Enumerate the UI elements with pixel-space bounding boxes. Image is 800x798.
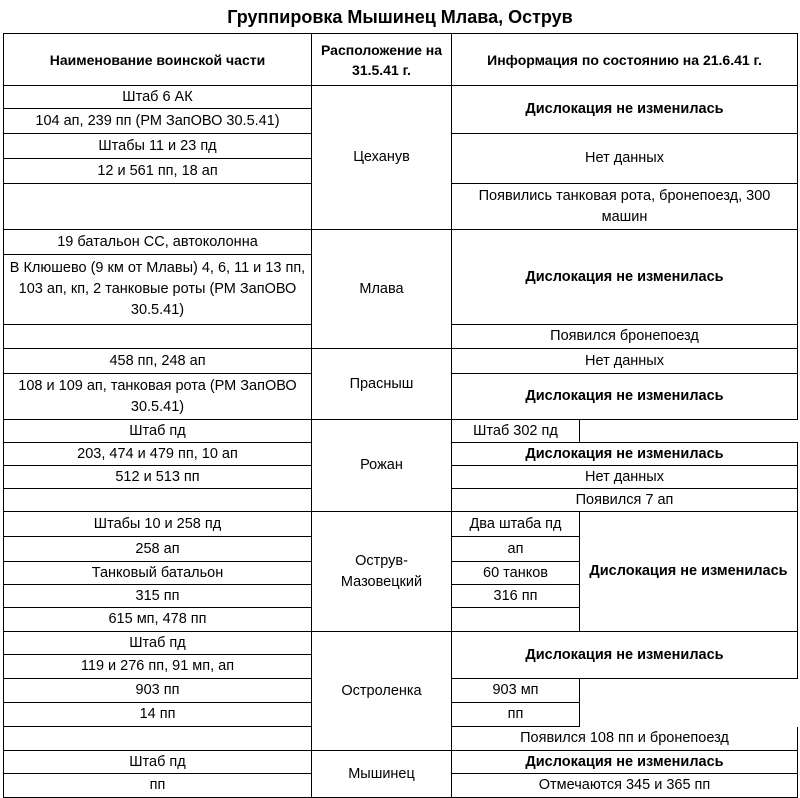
empty-cell <box>452 608 580 632</box>
info-cell: Отмечаются 345 и 365 пп <box>452 774 798 798</box>
info-cell: Дислокация не изменилась <box>580 512 798 632</box>
table-row <box>4 349 798 374</box>
location-cell: Острув-Мазовецкий <box>312 512 452 632</box>
info-cell: ап <box>452 537 580 562</box>
info-cell: пп <box>452 703 580 727</box>
location-cell: Прасныш <box>312 349 452 420</box>
info-cell: Дислокация не изменилась <box>452 230 798 325</box>
empty-cell <box>580 420 798 443</box>
unit-cell: Штабы 11 и 23 пд <box>4 134 312 159</box>
location-cell: Цеханув <box>312 86 452 230</box>
info-cell: Нет данных <box>452 134 798 184</box>
info-cell: Два штаба пд <box>452 512 580 537</box>
unit-cell: Штаб пд <box>4 751 312 774</box>
info-cell: Дислокация не изменилась <box>452 751 798 774</box>
table-row <box>4 230 798 255</box>
unit-cell: 14 пп <box>4 703 312 727</box>
empty-cell <box>580 679 798 727</box>
info-cell: Дислокация не изменилась <box>452 374 798 420</box>
unit-cell: 903 пп <box>4 679 312 703</box>
page-title: Группировка Мышинец Млава, Острув <box>227 7 573 27</box>
info-cell: Дислокация не изменилась <box>452 632 798 679</box>
header-info: Информация по состоянию на 21.6.41 г. <box>452 34 798 86</box>
location-cell: Млава <box>312 230 452 349</box>
unit-cell <box>4 489 312 512</box>
table-header-row <box>4 34 798 86</box>
units-table <box>3 33 798 798</box>
info-cell: Штаб 302 пд <box>452 420 580 443</box>
header-unit: Наименование воинской части <box>4 34 312 86</box>
info-cell: 60 танков <box>452 562 580 585</box>
info-cell: 316 пп <box>452 585 580 608</box>
info-cell: 903 мп <box>452 679 580 703</box>
unit-cell: Штабы 10 и 258 пд <box>4 512 312 537</box>
info-cell: Дислокация не изменилась <box>452 443 798 466</box>
unit-cell: 315 пп <box>4 585 312 608</box>
table-row <box>4 751 798 774</box>
unit-cell: 119 и 276 пп, 91 мп, ап <box>4 655 312 679</box>
unit-cell: 19 батальон СС, автоколонна <box>4 230 312 255</box>
info-cell: Нет данных <box>452 466 798 489</box>
location-cell: Мышинец <box>312 751 452 798</box>
table-row <box>4 632 798 655</box>
info-cell: Появился 7 ап <box>452 489 798 512</box>
unit-cell: 458 пп, 248 ап <box>4 349 312 374</box>
unit-cell: 512 и 513 пп <box>4 466 312 489</box>
unit-cell: 258 ап <box>4 537 312 562</box>
unit-cell: Штаб 6 АК <box>4 86 312 109</box>
unit-cell: 104 ап, 239 пп (РМ ЗапОВО 30.5.41) <box>4 109 312 134</box>
info-cell: Нет данных <box>452 349 798 374</box>
header-location: Расположение на 31.5.41 г. <box>312 34 452 86</box>
table-row <box>4 420 798 443</box>
table-row <box>4 86 798 109</box>
location-cell: Рожан <box>312 420 452 512</box>
unit-cell: Танковый батальон <box>4 562 312 585</box>
table-row <box>4 512 798 537</box>
location-cell: Остроленка <box>312 632 452 751</box>
unit-cell <box>4 727 312 751</box>
info-cell: Появился 108 пп и бронепоезд <box>452 727 798 751</box>
unit-cell: 12 и 561 пп, 18 ап <box>4 159 312 184</box>
unit-cell: В Клюшево (9 км от Млавы) 4, 6, 11 и 13 пп, 103 ап, кп, 2 танковые роты (РМ ЗапОВО 30.5.41) <box>4 255 312 325</box>
unit-cell: пп <box>4 774 312 798</box>
unit-cell: 108 и 109 ап, танковая рота (РМ ЗапОВО 30.5.41) <box>4 374 312 420</box>
unit-cell: Штаб пд <box>4 632 312 655</box>
unit-cell: 203, 474 и 479 пп, 10 ап <box>4 443 312 466</box>
info-cell: Дислокация не изменилась <box>452 86 798 134</box>
info-cell: Появились танковая рота, бронепоезд, 300 машин <box>452 184 798 230</box>
unit-cell: Штаб пд <box>4 420 312 443</box>
unit-cell <box>4 325 312 349</box>
info-cell: Появился бронепоезд <box>452 325 798 349</box>
unit-cell: 615 мп, 478 пп <box>4 608 312 632</box>
unit-cell <box>4 184 312 230</box>
